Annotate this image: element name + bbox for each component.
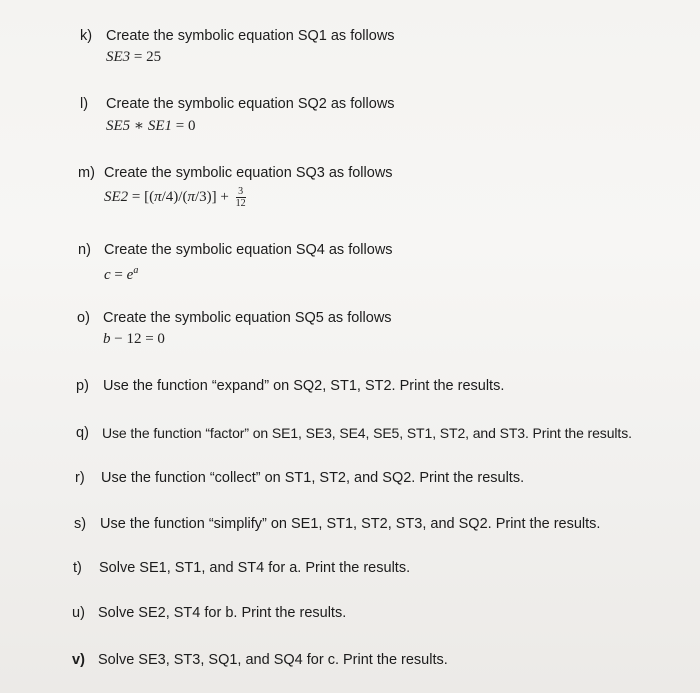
item-letter: q)	[76, 425, 89, 441]
item-letter: t)	[73, 560, 82, 576]
item-text: Use the function “simplify” on SE1, ST1, ST2, ST3, and SQ2. Print the results.	[100, 516, 601, 532]
item-text: Solve SE1, ST1, and ST4 for a. Print the results.	[99, 560, 411, 576]
eq-lhs: c	[104, 267, 111, 283]
item-letter: l)	[80, 96, 89, 112]
eq-exponent: a	[133, 265, 139, 276]
item-text: Create the symbolic equation SQ2 as follows	[106, 96, 395, 112]
item-text: Use the function “factor” on SE1, SE3, SE4, SE5, ST1, ST2, and ST3. Print the results.	[102, 425, 632, 441]
item-letter: u)	[72, 605, 85, 621]
item-letter: r)	[75, 470, 85, 486]
item-letter: m)	[78, 165, 95, 181]
eq-lhs: SE3	[106, 49, 131, 65]
item-letter: s)	[74, 516, 87, 532]
eq-pi: π	[154, 188, 162, 205]
equation-sq3	[104, 186, 246, 209]
eq-base: e	[126, 267, 134, 283]
eq-part: /4)/(	[161, 188, 188, 205]
item-letter: p)	[76, 378, 89, 394]
item-text: Solve SE2, ST4 for b. Print the results.	[98, 605, 347, 621]
eq-lhs: b	[103, 331, 111, 347]
item-letter: n)	[78, 242, 91, 258]
eq-term-b: SE1	[147, 118, 173, 134]
equation-sq5	[103, 329, 165, 349]
fraction-numerator: 3	[236, 186, 246, 198]
equation-sq1	[106, 47, 161, 67]
item-text: Solve SE3, ST3, SQ1, and SQ4 for c. Print the results.	[98, 652, 448, 668]
item-letter: o)	[77, 310, 90, 326]
item-text: Use the function “collect” on ST1, ST2, and SQ2. Print the results.	[101, 470, 525, 486]
item-text: Create the symbolic equation SQ3 as follows	[104, 165, 393, 181]
equation-sq4	[104, 261, 138, 285]
item-text: Create the symbolic equation SQ5 as follows	[103, 310, 392, 326]
item-text: Use the function “expand” on SQ2, ST1, ST2. Print the results.	[103, 378, 505, 394]
fraction-denominator: 12	[235, 198, 246, 209]
eq-lhs: SE2	[104, 188, 129, 205]
eq-op: ∗	[130, 118, 148, 134]
item-letter: v)	[72, 652, 85, 668]
eq-rhs: − 12 = 0	[110, 331, 165, 347]
item-text: Create the symbolic equation SQ4 as follows	[104, 242, 393, 258]
item-text: Create the symbolic equation SQ1 as follows	[106, 28, 395, 44]
eq-term-a: SE5	[106, 118, 131, 134]
eq-part: /3)] +	[194, 188, 233, 205]
eq-pi: π	[187, 188, 195, 205]
eq-fraction	[236, 186, 246, 209]
item-letter: k)	[80, 28, 93, 44]
eq-rhs: = 25	[130, 49, 162, 65]
equation-sq2	[106, 116, 196, 136]
eq-rhs: = 0	[172, 118, 196, 134]
eq-part: = [(	[128, 188, 155, 205]
eq-equals: =	[110, 267, 127, 283]
